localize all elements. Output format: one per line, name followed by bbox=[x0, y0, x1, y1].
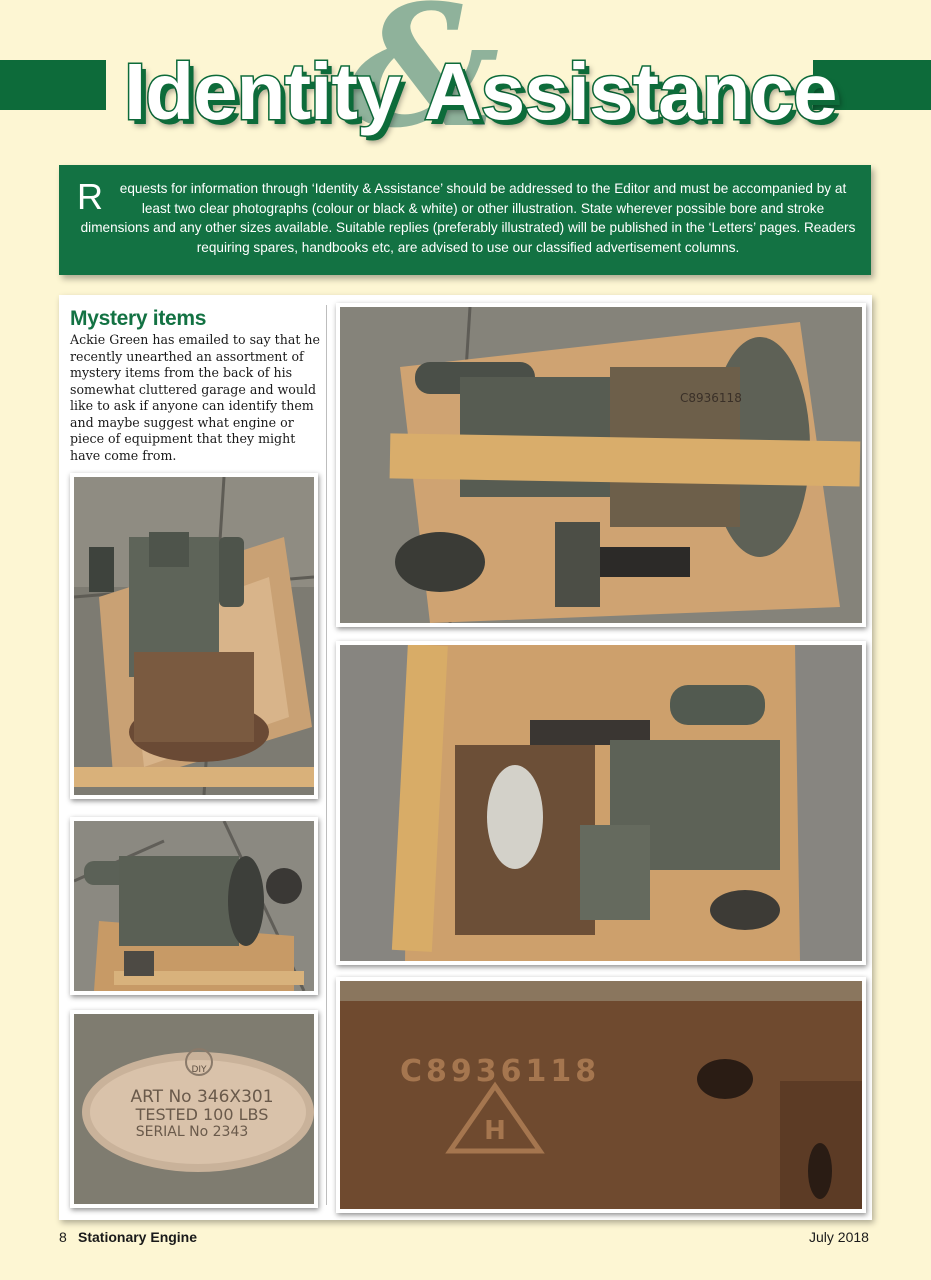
plate-line-1: ART No 346X301 bbox=[130, 1087, 274, 1107]
intro-drop-cap: R bbox=[77, 176, 103, 217]
photo-carburettor-ruler-top bbox=[336, 303, 866, 627]
casting-mark-top: C8936118 bbox=[680, 391, 742, 405]
photo-maker-plate bbox=[70, 1010, 318, 1208]
header-title-identity: Identity bbox=[124, 47, 401, 136]
header-bar-left bbox=[0, 60, 106, 110]
photo-casting-mark bbox=[336, 977, 866, 1213]
photo-carburettor-side-image bbox=[74, 821, 314, 991]
photo-casting-mark-image bbox=[340, 981, 862, 1209]
intro-text bbox=[77, 176, 859, 257]
photo-carburettor-upright bbox=[70, 473, 318, 799]
page-number: 8 bbox=[59, 1229, 67, 1245]
casting-logo-letter: H bbox=[484, 1116, 506, 1146]
article-heading: Mystery items bbox=[70, 307, 207, 330]
intro-body: equests for information through ‘Identity & Assistance’ should be addressed to the Editor and must be accompanied by at least two clear photographs (colour or black & white) or other illustration. State wherever possible bore and stroke dimensions and any other sizes available. Suitable replies (preferably illustrated) will be published in the ‘Letters’ pages. Readers requiring spares, handbooks etc, are advised to use our classified advertisement columns. bbox=[80, 181, 856, 255]
photo-carburettor-side bbox=[70, 817, 318, 995]
plate-line-0: DIY bbox=[191, 1065, 207, 1075]
plate-line-2: TESTED 100 LBS bbox=[135, 1105, 269, 1124]
magazine-name: Stationary Engine bbox=[78, 1229, 198, 1245]
casting-mark-closeup: C8936118 bbox=[400, 1054, 601, 1089]
issue-date: July 2018 bbox=[809, 1229, 869, 1245]
column-divider bbox=[326, 305, 327, 1205]
header-title-assistance: Assistance bbox=[424, 47, 837, 136]
photo-maker-plate-image bbox=[74, 1014, 314, 1204]
intro-box bbox=[59, 165, 871, 275]
plate-line-3: SERIAL No 2343 bbox=[135, 1124, 249, 1140]
photo-carburettor-upright-image bbox=[74, 477, 314, 795]
photo-carburettor-ruler-side bbox=[336, 641, 866, 965]
header-ampersand: & bbox=[348, 0, 500, 165]
article-body: Ackie Green has emailed to say that he recently unearthed an assortment of mystery items from the back of his somewhat cluttered garage and would like to ask if anyone can identify them and maybe suggest what engine or piece of equipment that they might have come from. bbox=[70, 332, 320, 463]
photo-carburettor-ruler-top-image bbox=[340, 307, 862, 623]
photo-carburettor-ruler-side-image bbox=[340, 645, 862, 961]
